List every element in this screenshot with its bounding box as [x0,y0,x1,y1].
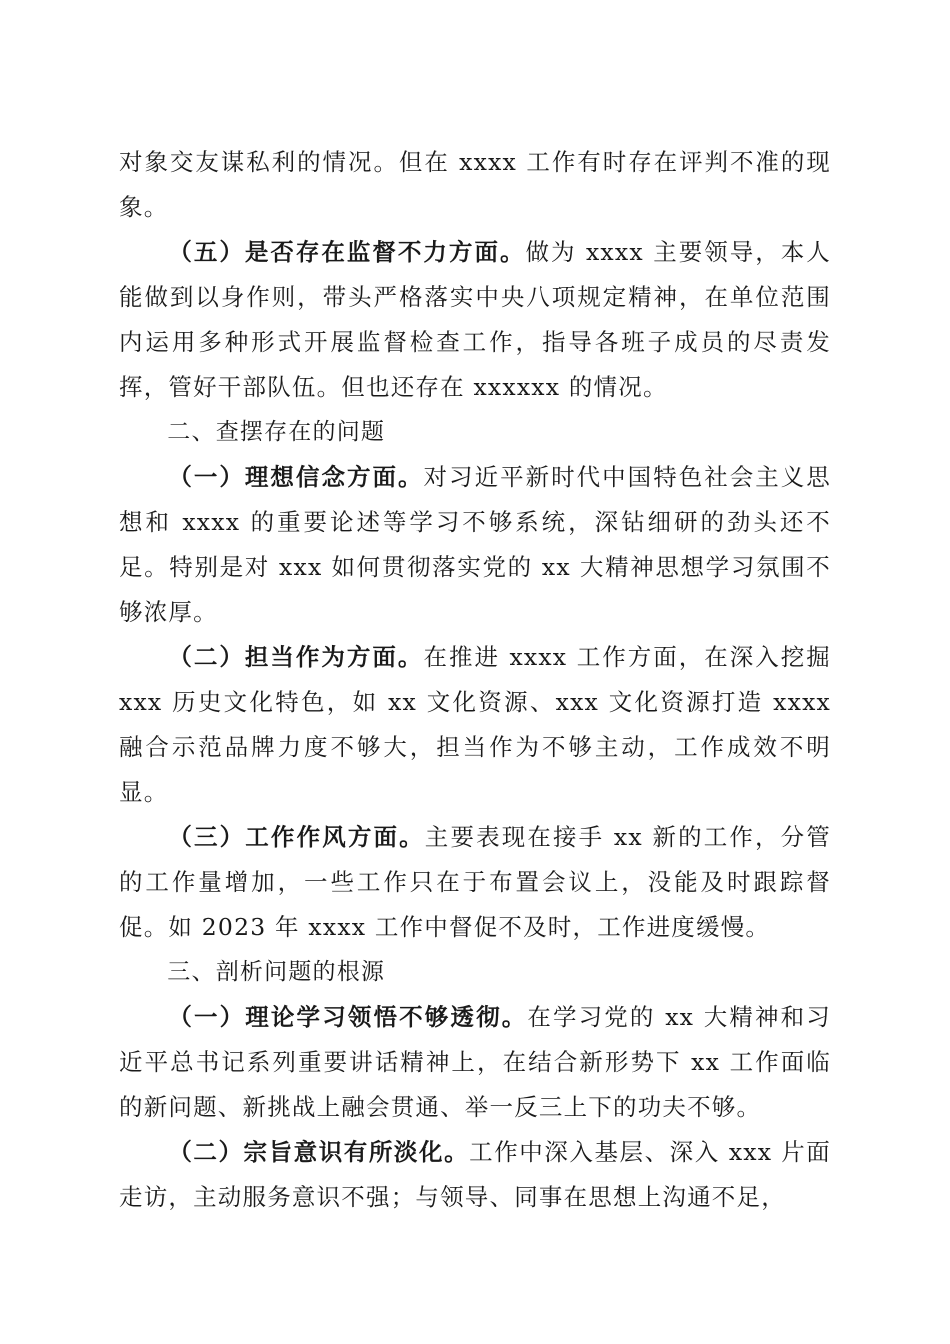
paragraph-lead: （五）是否存在监督不力方面。 [168,238,526,266]
paragraph-body: 对习近平新时代中国特色社会主义思想和 xxxx 的重要论述等学习不够系统，深钻细研的劲头还不足。特别是对 xxx 如何贯彻落实党的 xx 大精神思想学习氛围不够浓厚。 [119,463,832,626]
paragraph-lead: （一）理论学习领悟不够透彻。 [168,1003,528,1031]
paragraph-body: 对象交友谋私利的情况。但在 xxxx 工作有时存在评判不准的现象。 [119,148,831,221]
document-body [119,140,831,1220]
paragraph-lead: （一）理想信念方面。 [168,463,424,491]
paragraph-body: 在学习党的 xx 大精神和习近平总书记系列重要讲话精神上，在结合新形势下 xx 工作面临的新问题、新挑战上融会贯通、举一反三上下的功夫不够。 [119,1003,831,1121]
paragraph-lead: （二）宗旨意识有所淡化。 [168,1138,470,1166]
paragraph-responsibility [119,635,831,815]
paragraph-purpose-awareness [119,1130,831,1220]
paragraph-lead: （三）工作作风方面。 [168,823,425,851]
paragraph-theory-study [119,995,831,1130]
paragraph-continuation [119,140,831,230]
paragraph-supervision [119,230,831,410]
paragraph-work-style [119,815,831,950]
section-heading-problems: 二、查摆存在的问题 [167,419,386,445]
paragraph-body: 做为 xxxx 主要领导，本人能做到以身作则，带头严格落实中央八项规定精神，在单位范围内运用多种形式开展监督检查工作，指导各班子成员的尽责发挥，管好干部队伍。但也还存在 xxxxxx 的情况。 [119,238,832,401]
paragraph-ideals-beliefs [119,455,831,635]
paragraph-body: 主要表现在接手 xx 新的工作，分管的工作量增加，一些工作只在于布置会议上，没能及时跟踪督促。如 2023 年 xxxx 工作中督促不及时，工作进度缓慢。 [119,823,832,941]
paragraph-body: 在推进 xxxx 工作方面，在深入挖掘 xxx 历史文化特色，如 xx 文化资源、xxx 文化资源打造 xxxx 融合示范品牌力度不够大，担当作为不够主动，工作成效不明显。 [119,643,832,806]
paragraph-lead: （二）担当作为方面。 [168,643,424,671]
section-heading-root-causes: 三、剖析问题的根源 [167,959,386,985]
paragraph-body: 工作中深入基层、深入 xxx 片面走访，主动服务意识不强；与领导、同事在思想上沟通不足， [119,1138,831,1211]
